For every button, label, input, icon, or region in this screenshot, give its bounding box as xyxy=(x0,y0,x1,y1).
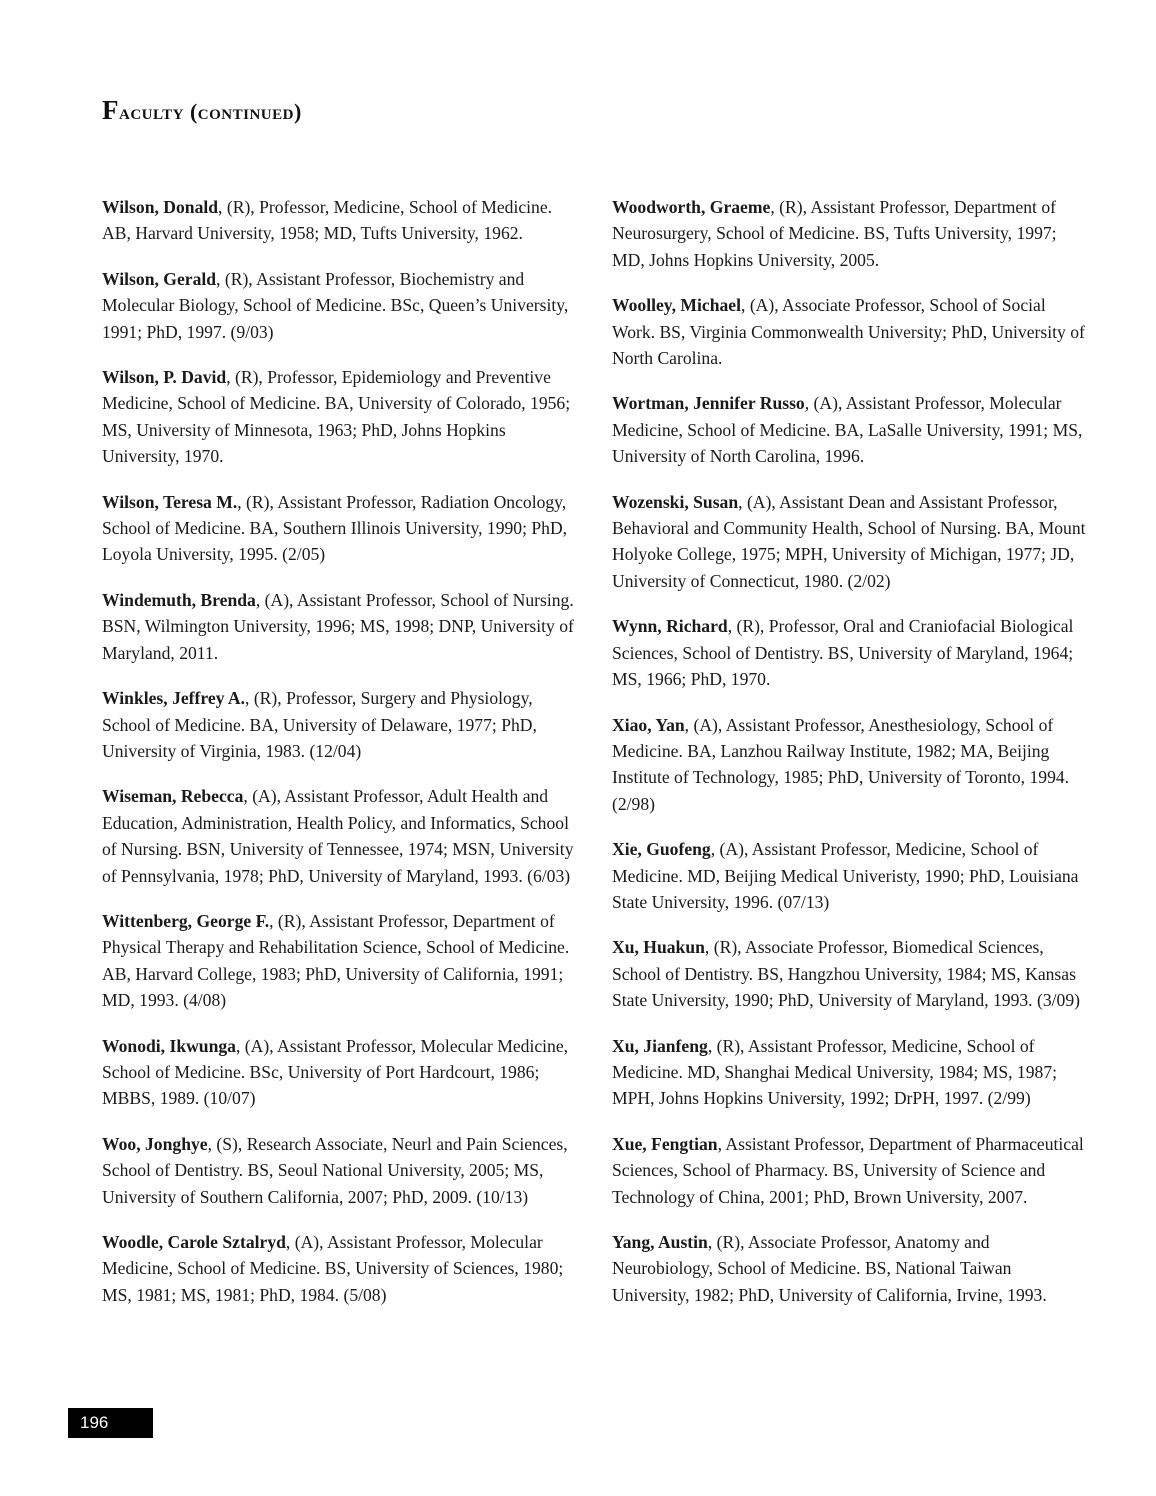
faculty-entry xyxy=(612,613,1092,692)
faculty-details: , (A), Assistant Professor, Adult Health and Education, Administration, Health Policy, and Informatics, School of Nursing. BSN, University of Tennessee, 1974; MSN, University of Pennsylvania, 1978; PhD, University of Maryland, 1993. (6/03) xyxy=(102,786,574,886)
faculty-details: , (R), Associate Professor, Biomedical Sciences, School of Dentistry. BS, Hangzhou University, 1984; MS, Kansas State University, 1990; PhD, University of Maryland, 1993. (3/09) xyxy=(612,937,1080,1011)
faculty-entry xyxy=(612,1131,1092,1210)
faculty-entry xyxy=(612,712,1092,818)
faculty-details: , (A), Assistant Professor, Molecular Medicine, School of Medicine. BSc, University of Port Hardcourt, 1986; MBBS, 1989. (10/07) xyxy=(102,1035,569,1109)
faculty-entry xyxy=(102,489,582,568)
faculty-details: , (A), Assistant Professor, Anesthesiology, School of Medicine. BA, Lanzhou Railway Institute, 1982; MA, Beijing Institute of Technology, 1985; PhD, University of Toronto, 1994. (2/98) xyxy=(612,714,1070,814)
faculty-details: , (R), Assistant Professor, Department of Neurosurgery, School of Medicine. BS, Tufts University, 1997; MD, Johns Hopkins University, 2005. xyxy=(612,197,1057,270)
faculty-name: Woolley, Michael xyxy=(612,295,742,316)
faculty-details: , (A), Assistant Professor, School of Nursing. BSN, Wilmington University, 1996; MS, 1998; DNP, University of Maryland, 2011. xyxy=(102,589,574,663)
faculty-entry xyxy=(102,364,582,470)
faculty-name: Winkles, Jeffrey A. xyxy=(102,688,246,709)
page-title-text: Faculty (continued) xyxy=(102,95,302,125)
faculty-entry xyxy=(102,685,582,764)
faculty-name: Wiseman, Rebecca xyxy=(102,786,244,807)
faculty-entry xyxy=(612,934,1092,1013)
faculty-entry xyxy=(612,292,1092,371)
faculty-entry xyxy=(102,783,582,889)
faculty-name: Wortman, Jennifer Russo xyxy=(612,393,805,414)
faculty-name: Yang, Austin xyxy=(612,1232,708,1252)
faculty-entry xyxy=(612,390,1092,469)
faculty-name: Wonodi, Ikwunga xyxy=(102,1035,236,1056)
faculty-entry xyxy=(102,194,582,247)
faculty-details: , (A), Assistant Professor, Medicine, School of Medicine. MD, Beijing Medical Univeristy, 1990; PhD, Louisiana State University, 1996. (07/13) xyxy=(612,839,1079,912)
faculty-details: , (R), Professor, Oral and Craniofacial Biological Sciences, School of Dentistry. BS, University of Maryland, 1964; MS, 1966; PhD, 1970. xyxy=(612,616,1074,690)
faculty-entry xyxy=(102,1131,582,1210)
faculty-name: Wozenski, Susan xyxy=(612,491,739,512)
faculty-entry xyxy=(612,1033,1092,1112)
faculty-name: Wittenberg, George F. xyxy=(102,910,270,931)
page-number xyxy=(68,1408,153,1438)
faculty-entry xyxy=(612,489,1092,595)
page-number-text: 196 xyxy=(80,1413,109,1432)
faculty-name: Xu, Jianfeng xyxy=(612,1035,708,1056)
faculty-entry xyxy=(102,266,582,345)
faculty-details: , (R), Assistant Professor, Department of Physical Therapy and Rehabilitation Science, School of Medicine. AB, Harvard College, 1983; PhD, University of California, 1991; MD, 1993. (4/08) xyxy=(102,910,570,1011)
faculty-entry xyxy=(102,908,582,1014)
faculty-name: Wilson, P. David xyxy=(102,367,227,388)
faculty-details: , (A), Assistant Professor, Molecular Medicine, School of Medicine. BS, University of Sciences, 1980; MS, 1981; MS, 1981; PhD, 1984. (5/08) xyxy=(102,1232,564,1305)
faculty-name: Wynn, Richard xyxy=(612,616,728,637)
faculty-entry xyxy=(612,1229,1092,1308)
faculty-entry xyxy=(612,194,1092,273)
faculty-name: Woo, Jonghye xyxy=(102,1133,208,1154)
page-title xyxy=(102,94,302,128)
faculty-details: , (R), Assistant Professor, Radiation Oncology, School of Medicine. BA, Southern Illinois University, 1990; PhD, Loyola University, 1995. (2/05) xyxy=(102,491,568,565)
faculty-name: Xu, Huakun xyxy=(612,937,705,958)
faculty-details: , (R), Professor, Epidemiology and Preventive Medicine, School of Medicine. BA, University of Colorado, 1956; MS, University of Minnesota, 1963; PhD, Johns Hopkins University, 1970. xyxy=(102,367,571,467)
faculty-entry xyxy=(612,836,1092,915)
faculty-entry xyxy=(102,587,582,666)
faculty-name: Windemuth, Brenda xyxy=(102,589,256,610)
faculty-name: Wilson, Donald xyxy=(102,197,219,217)
faculty-details: , (A), Assistant Professor, Molecular Medicine, School of Medicine. BA, LaSalle University, 1991; MS, University of North Carolina, 1996. xyxy=(612,393,1083,467)
faculty-details: , (A), Associate Professor, School of Social Work. BS, Virginia Commonwealth University; PhD, University of North Carolina. xyxy=(612,295,1085,369)
faculty-entry xyxy=(102,1033,582,1112)
faculty-name: Xue, Fengtian xyxy=(612,1133,718,1154)
faculty-name: Woodworth, Graeme xyxy=(612,197,771,217)
faculty-name: Wilson, Gerald xyxy=(102,268,217,289)
faculty-details: , (R), Associate Professor, Anatomy and Neurobiology, School of Medicine. BS, National Taiwan University, 1982; PhD, University of California, Irvine, 1993. xyxy=(612,1232,1047,1305)
faculty-details: , (A), Assistant Dean and Assistant Professor, Behavioral and Community Health, School of Nursing. BA, Mount Holyoke College, 1975; MPH, University of Michigan, 1977; JD, University of Connecticut, 1980. (2/02) xyxy=(612,491,1086,591)
faculty-details: , (S), Research Associate, Neurl and Pain Sciences, School of Dentistry. BS, Seoul National University, 2005; MS, University of Southern California, 2007; PhD, 2009. (10/13) xyxy=(102,1133,568,1207)
faculty-details: , Assistant Professor, Department of Pharmaceutical Sciences, School of Pharmacy. BS, University of Science and Technology of China, 2001; PhD, Brown University, 2007. xyxy=(612,1133,1084,1207)
faculty-details: , (R), Professor, Medicine, School of Medicine. AB, Harvard University, 1958; MD, Tufts University, 1962. xyxy=(102,197,553,244)
faculty-column-right xyxy=(612,194,1092,1327)
faculty-details: , (R), Assistant Professor, Medicine, School of Medicine. MD, Shanghai Medical University, 1984; MS, 1987; MPH, Johns Hopkins University, 1992; DrPH, 1997. (2/99) xyxy=(612,1035,1058,1109)
faculty-details: , (R), Professor, Surgery and Physiology, School of Medicine. BA, University of Delaware, 1977; PhD, University of Virginia, 1983. (12/04) xyxy=(102,688,537,761)
faculty-column-left xyxy=(102,194,582,1327)
faculty-name: Xiao, Yan xyxy=(612,714,685,735)
faculty-details: , (R), Assistant Professor, Biochemistry and Molecular Biology, School of Medicine. BSc, Queen’s University, 1991; PhD, 1997. (9/03) xyxy=(102,268,569,342)
faculty-name: Xie, Guofeng xyxy=(612,839,711,860)
faculty-name: Wilson, Teresa M. xyxy=(102,491,238,512)
faculty-name: Woodle, Carole Sztalryd xyxy=(102,1232,286,1252)
faculty-entry xyxy=(102,1229,582,1308)
